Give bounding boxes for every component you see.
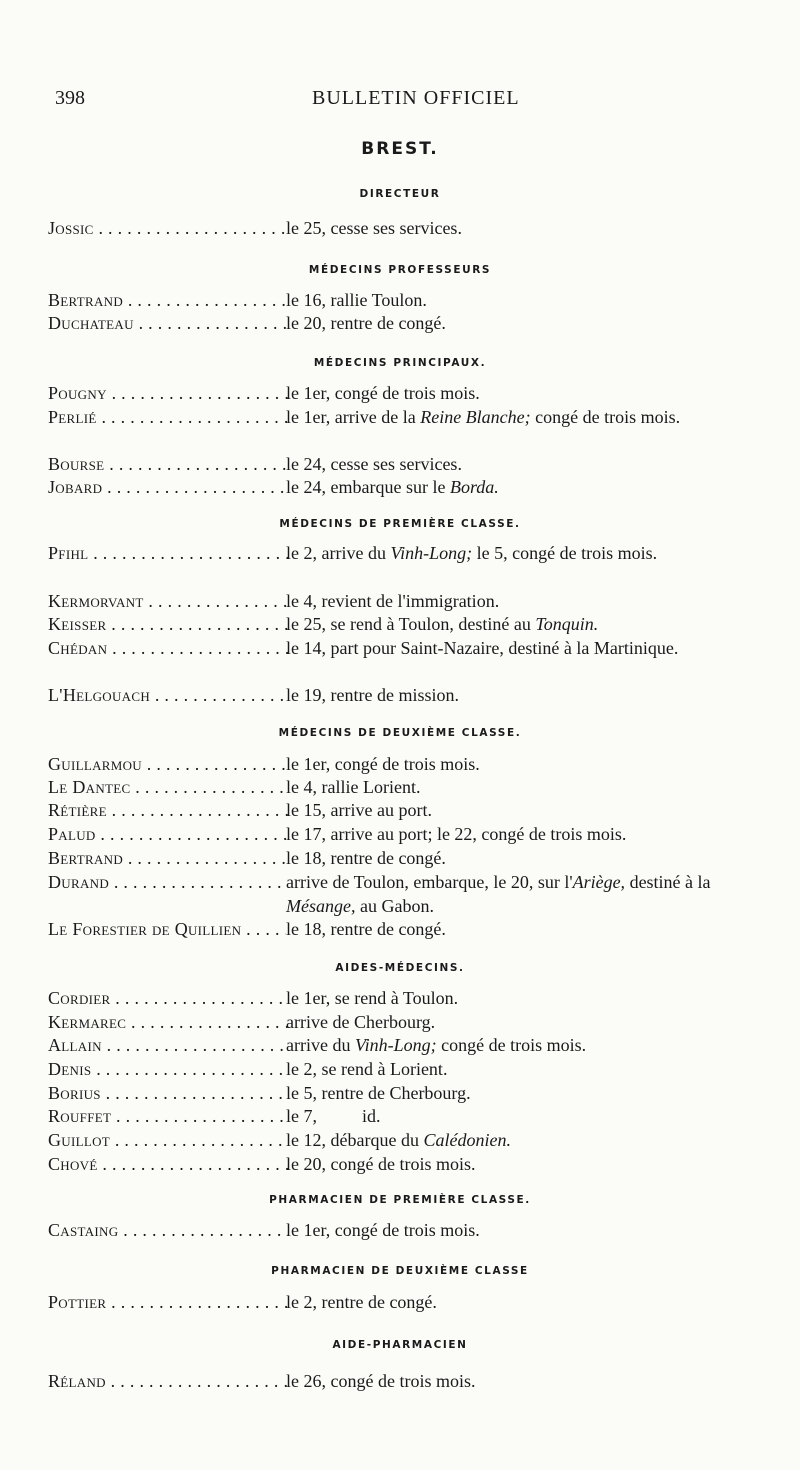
section-title-aides-medecins: AIDES-MÉDECINS.: [335, 962, 465, 974]
entry-name: Pfihl . . .: [48, 541, 288, 565]
entry-name: Guillarmou . . .: [48, 752, 288, 776]
entry-detail: le 15, arrive au port.: [286, 800, 432, 820]
entry-name: Jobard . . .: [48, 475, 288, 499]
entry-name: Chové . . .: [48, 1152, 288, 1176]
entry-name: Bertrand . . .: [48, 288, 288, 312]
entry-detail: le 26, congé de trois mois.: [286, 1371, 476, 1391]
entry-name: Bertrand . . .: [48, 846, 288, 870]
entry-detail: le 24, cesse ses services.: [286, 454, 462, 474]
entry-name: Palud . . .: [48, 822, 288, 846]
entry-name: Rouffet . . .: [48, 1104, 288, 1128]
entry-detail: le 12, débarque du Calédonien.: [286, 1130, 511, 1150]
entry-detail: le 16, rallie Toulon.: [286, 290, 427, 310]
entry-name: Pottier . . .: [48, 1290, 288, 1314]
section-title-pharmacien-deuxieme: PHARMACIEN DE DEUXIÈME CLASSE: [271, 1265, 529, 1277]
entry-detail: le 14, part pour Saint-Nazaire, destiné à la Martinique.: [286, 638, 679, 658]
entry-detail: arrive de Toulon, embarque, le 20, sur l'Ariège, destiné à la Mésange, au Gabon.: [286, 872, 711, 916]
section-title-deuxieme-classe: MÉDECINS DE DEUXIÈME CLASSE.: [278, 727, 522, 739]
section-title-aide-pharmacien: AIDE-PHARMACIEN: [332, 1339, 468, 1351]
entry-detail: le 4, rallie Lorient.: [286, 777, 421, 797]
entry-detail: arrive du Vinh-Long; congé de trois mois.: [286, 1035, 587, 1055]
entry-name: Guillot . . .: [48, 1128, 288, 1152]
ship-name: Reine Blanche;: [420, 407, 531, 427]
entry-name: Borius . . .: [48, 1081, 288, 1105]
entry-name: Le Dantec . . .: [48, 775, 288, 799]
entry-name: Kermarec . . .: [48, 1010, 288, 1034]
ship-name: Vinh-Long;: [390, 543, 473, 563]
entry-name: Keisser . . .: [48, 612, 288, 636]
entry-name: Rétière . . .: [48, 798, 288, 822]
entry-detail: le 2, arrive du Vinh-Long; le 5, congé de trois mois.: [286, 543, 658, 563]
entry-detail: le 25, se rend à Toulon, destiné au Tonquin.: [286, 614, 599, 634]
entry-detail: le 1er, congé de trois mois.: [286, 383, 480, 403]
entry-detail: le 2, se rend à Lorient.: [286, 1059, 448, 1079]
ship-name: Calédonien.: [423, 1130, 511, 1150]
place-name: Tonquin.: [535, 614, 599, 634]
section-title-professeurs: MÉDECINS PROFESSEURS: [308, 264, 492, 276]
ship-name: Borda.: [449, 477, 499, 497]
entry-detail: le 1er, congé de trois mois.: [286, 1220, 480, 1240]
entry-detail: le 20, congé de trois mois.: [286, 1154, 476, 1174]
entry-detail: le 5, rentre de Cherbourg.: [286, 1083, 471, 1103]
ship-name: Ariège,: [572, 872, 626, 892]
entry-name: Kermorvant . . .: [48, 589, 288, 613]
entry-detail: le 7, id.: [286, 1106, 381, 1126]
ship-name: Vinh-Long;: [354, 1035, 437, 1055]
section-title-directeur: DIRECTEUR: [359, 188, 441, 200]
section-title-pharmacien-premiere: PHARMACIEN DE PREMIÈRE CLASSE.: [269, 1194, 531, 1206]
entry-name: Durand . . .: [48, 870, 288, 894]
entry-name: Perlié . . .: [48, 405, 288, 429]
entry-detail: le 1er, se rend à Toulon.: [286, 988, 459, 1008]
entry-name: Cordier . . .: [48, 986, 288, 1010]
entry-detail: le 20, rentre de congé.: [286, 313, 446, 333]
entry-detail: le 24, embarque sur le Borda.: [286, 477, 499, 497]
entry-name: Jossic . . .: [48, 216, 288, 240]
entry-name: Denis . . .: [48, 1057, 288, 1081]
entry-name: Réland . . .: [48, 1369, 288, 1393]
entry-detail: le 4, revient de l'immigration.: [286, 591, 500, 611]
entry-detail: le 18, rentre de congé.: [286, 919, 446, 939]
page-number: 398: [55, 87, 85, 109]
entry-name: Le Forestier de Quillien . . .: [48, 917, 286, 941]
section-title-principaux: MÉDECINS PRINCIPAUX.: [313, 357, 487, 369]
entry-name: Pougny . . .: [48, 381, 288, 405]
entry-name: Allain . . .: [48, 1033, 288, 1057]
journal-title: BULLETIN OFFICIEL: [312, 87, 520, 109]
entry-name: Castaing . . .: [48, 1218, 288, 1242]
entry-name: Bourse . . .: [48, 452, 288, 476]
entry-detail: le 1er, arrive de la Reine Blanche; congé de trois mois.: [286, 407, 681, 427]
city-heading: BREST.: [361, 139, 439, 159]
entry-detail: le 1er, congé de trois mois.: [286, 754, 480, 774]
entry-detail: arrive de Cherbourg.: [286, 1012, 436, 1032]
entry-detail: le 17, arrive au port; le 22, congé de trois mois.: [286, 824, 627, 844]
entry-detail: le 25, cesse ses services.: [286, 218, 462, 238]
entry-detail: le 18, rentre de congé.: [286, 848, 446, 868]
entry-detail: le 19, rentre de mission.: [286, 685, 459, 705]
running-head: [40, 87, 760, 113]
ship-name: Mésange,: [286, 896, 356, 916]
entry-name: Duchateau . . .: [48, 311, 288, 335]
section-title-premiere-classe: MÉDECINS DE PREMIÈRE CLASSE.: [279, 518, 521, 530]
entry-name: Chédan . . .: [48, 636, 288, 660]
entry-detail: le 2, rentre de congé.: [286, 1292, 437, 1312]
entry-name: L'Helgouach . . .: [48, 683, 288, 707]
